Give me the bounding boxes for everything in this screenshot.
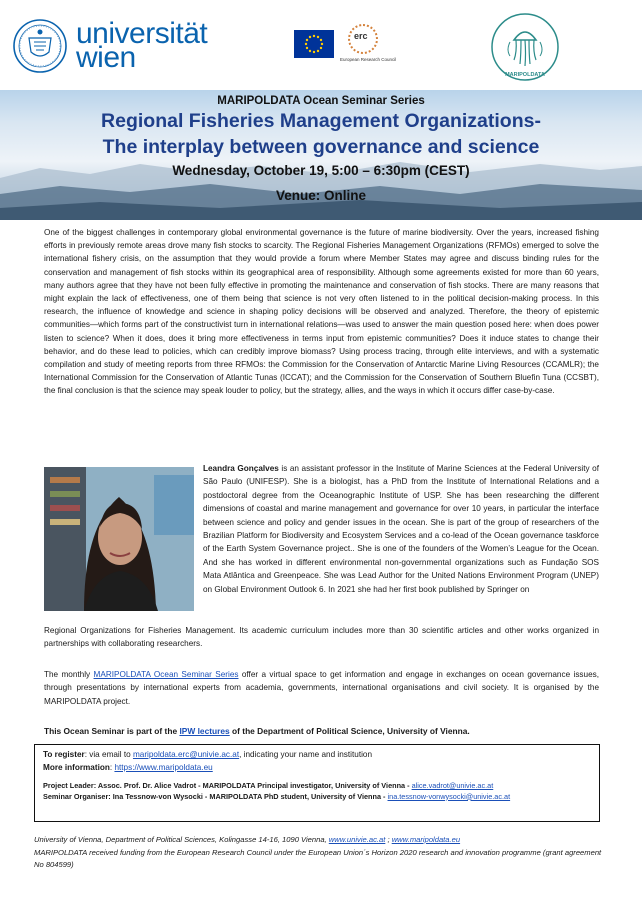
series-description (44, 668, 599, 708)
seminar-series-label: MARIPOLDATA Ocean Seminar Series (217, 95, 425, 107)
project-leader-text: : Assoc. Prof. Dr. Alice Vadrot - MARIPOLDATA Principal investigator, University of Vienna - (93, 781, 412, 790)
seminar-title-line1: Regional Fisheries Management Organizations- (101, 110, 541, 132)
organiser-line (43, 792, 591, 803)
speaker-bio-side (203, 462, 599, 596)
erc-subtitle: European Research Council (340, 57, 397, 62)
organiser-label: Seminar Organiser (43, 791, 109, 801)
register-suffix: , indicating your name and institution (239, 750, 373, 759)
register-line (43, 749, 591, 762)
more-info-label: More information (43, 762, 110, 772)
maripoldata-logo (490, 12, 560, 82)
univie-link[interactable]: www.univie.ac.at (328, 835, 386, 844)
register-label: To register (43, 750, 85, 759)
project-leader-label: Project Leader (43, 781, 94, 790)
organiser-email-link[interactable]: ina.tessnow-vonwysocki@univie.ac.at (387, 791, 511, 801)
eu-flag-icon (294, 30, 334, 58)
erc-logo (340, 24, 410, 68)
organiser-text: : Ina Tessnow-von Wysocki - MARIPOLDATA PhD student, University of Vienna - (108, 791, 388, 801)
series-description-prefix: The monthly (44, 670, 94, 679)
university-line1: universität (76, 17, 208, 50)
speaker-bio-continued: Regional Organizations for Fisheries Management. Its academic curriculum includes more than 30 scientific articles and other works organized in partnerships with collaborating researchers. (44, 626, 599, 649)
ipw-note-prefix: This Ocean Seminar is part of the (44, 726, 180, 736)
funding-statement: MARIPOLDATA received funding from the European Research Council under the European Union´s Horizon 2020 research and innovation programme (grant agreement No 804599) (34, 847, 602, 870)
ipw-lectures-note (44, 726, 599, 736)
university-wordmark (76, 17, 208, 74)
university-seal-icon (12, 18, 68, 74)
project-leader-line (43, 781, 591, 792)
seminar-date: Wednesday, October 19, 5:00 – 6:30pm (CEST) (172, 163, 470, 178)
website-link[interactable]: https://www.maripoldata.eu (114, 762, 213, 772)
series-description-suffix: offer a virtual space to get information and engage in exchanges on ocean governance issues, through presentations by international experts from academia, governments, international organisations and civil society. It is organised by the MARIPOLDATA project. (44, 670, 599, 706)
ipw-note-suffix: of the Department of Political Science, University of Vienna. (229, 726, 470, 736)
register-text: : via email to (84, 750, 133, 759)
logo-bar (0, 0, 642, 90)
university-of-vienna-logo (12, 18, 212, 74)
seminar-title-line2: The interplay between governance and science (102, 136, 540, 158)
maripoldata-link[interactable]: www.maripoldata.eu (391, 835, 461, 844)
seminar-series-link[interactable]: MARIPOLDATA Ocean Seminar Series (93, 670, 239, 679)
speaker-portrait-image (44, 467, 194, 611)
footer-separator: ; (385, 835, 392, 844)
more-info-line (43, 762, 591, 775)
speaker-photo (44, 467, 194, 611)
speaker-bio-text: is an assistant professor in the Institute of Marine Sciences at the Federal University of São Paulo (UNIFESP). She is a biologist, has a PhD from the Institute of International Relations and a postdoctoral degree from the Oceanographic Institute of USP. She has been researching the different dimensions of coastal and marine management and governance for over 10 years, in particular the interface between science and policy and gender issues in the ocean. She is part of the group of researchers of the Brazilian Platform for Biodiversity and Ecosystem Services and a co-lead of the Ocean governance taskforce of the Earth System Governance project.. She is one of the founders of the Women’s League for the Ocean. And she has worked in different environmental non-governmental organizations such as Fundação SOS Mata Atlântica and Greenpeace. She was Lead Author for the United Nations Environment Program (UNEP) on Global Environment Outlook 6. In 2021 she had her first book published by Springer on (203, 464, 599, 594)
register-email-link[interactable]: maripoldata.erc@univie.ac.at (132, 750, 240, 759)
ipw-lectures-link[interactable]: IPW lectures (179, 726, 230, 736)
erc-label: erc (354, 31, 368, 41)
more-info-separator: : (109, 762, 115, 772)
speaker-name: Leandra Gonçalves (203, 464, 279, 473)
maripoldata-logo-text: MARIPOLDATA (505, 72, 545, 78)
contact-info-box (34, 744, 600, 822)
seminar-venue: Venue: Online (275, 188, 367, 203)
footer (34, 834, 609, 872)
project-leader-email-link[interactable]: alice.vadrot@univie.ac.at (411, 781, 494, 790)
abstract-paragraph: One of the biggest challenges in contemporary global environmental governance is the future of marine biodiversity. Over the years, increased fishing efforts in previously remote areas drove many fish stocks to scarcity. The Regional Fisheries Management Organizations (RFMOs) emerged to solve the international fishery crisis, on the assumption that they would provide a forum where Member States may agree and discuss binding rules for the conservation and management of fish stocks within its geographical area of responsibility. Although some agreements existed for more than 60 years, many authors agree that they have not been fully effective in promoting the maintenance and conservation of fish stocks. There are many reasons that might explain the lack of effectiveness, one of them being that science is not very often listened to in the political decision-making process. In this research, the influence of knowledge and science in shaping policy decisions will be observed and analyzed. Therefore, the theory of epistemic communities—which forms part of the constructivist turn in international relations—was used to answer the main question posed here: when does power listen to science? When it does, does it bring more effectiveness in terms input from epistemic communities? Does it induce states to change their behavior, and do these lead to policies, which can credibly improve biomass? Using process tracing, through elite interviews, and with a systematic compilation and study of meeting reports from three RFMOs: the Commission for the Conservation of Antarctic Marine Living Resources (CCAMLR); the International Commission for the Conservation of Atlantic Tunas (ICCAT); and the Commission for the Conservation of Southern Bluefin Tuna (CCSBT), the final conclusion is that the science may speak louder to policy, but the strategy, allies, and the ways in which it occurs differ case-by-case. (44, 228, 599, 396)
title-banner (0, 90, 642, 220)
university-line2: wien (76, 41, 136, 74)
footer-address-line (34, 834, 609, 847)
footer-address: University of Vienna, Department of Political Sciences, Kolingasse 14-16, 1090 Vienna, (34, 835, 329, 844)
